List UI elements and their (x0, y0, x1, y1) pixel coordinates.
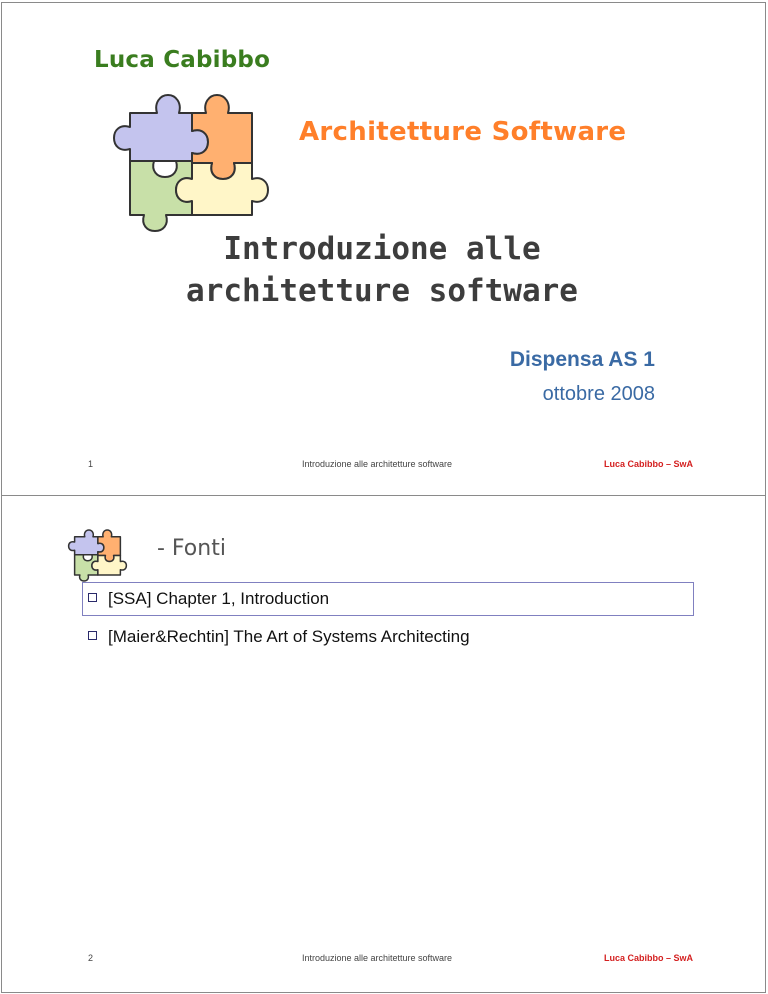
footer-title: Introduzione alle architetture software (301, 459, 453, 469)
bullet-item (88, 589, 329, 609)
puzzle-logo-icon (102, 79, 272, 239)
section-title: - Fonti (157, 536, 226, 561)
footer-title: Introduzione alle architetture software (301, 953, 453, 963)
bullet-square-icon (88, 593, 97, 602)
footer-author: Luca Cabibbo – SwA (603, 459, 693, 469)
slide-2 (1, 495, 766, 993)
bullet-text: [SSA] Chapter 1, Introduction (108, 589, 330, 608)
author-title: Luca Cabibbo (94, 47, 271, 73)
page-number: 2 (88, 953, 94, 963)
title-line-1: Introduzione alle (223, 231, 541, 267)
bullet-square-icon (88, 631, 97, 640)
presentation-title (122, 228, 642, 312)
bullet-text: [Maier&Rechtin] The Art of Systems Architecting (108, 627, 470, 646)
small-puzzle-icon (64, 524, 128, 584)
handout-label: Dispensa AS 1 (509, 348, 655, 371)
title-line-2: architetture software (186, 273, 578, 309)
page-number: 1 (88, 459, 94, 469)
bullet-item (88, 627, 470, 647)
course-title: Architetture Software (299, 117, 627, 147)
footer-author: Luca Cabibbo – SwA (603, 953, 693, 963)
handout-date: ottobre 2008 (542, 383, 655, 405)
slide-1 (1, 2, 766, 496)
